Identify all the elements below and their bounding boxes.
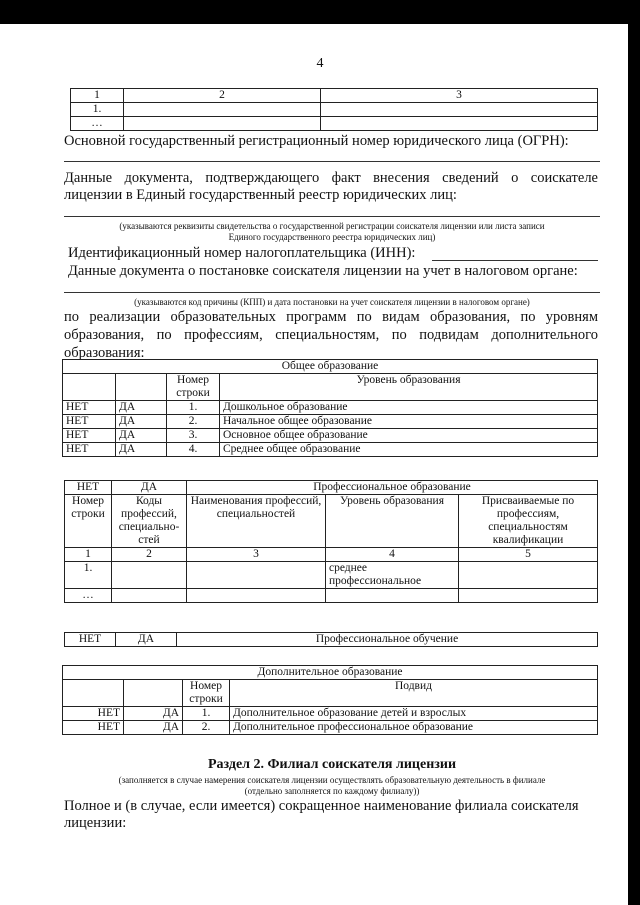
scan-top-border: [0, 0, 640, 24]
table-cell: [321, 117, 598, 131]
document-note-2: Единого государственного реестра юридических лиц): [228, 232, 436, 242]
document-text: Данные документа, подтверждающего факт внесения сведений о соискателе лицензии в Единый государственный реестр юридических лиц:: [64, 170, 598, 203]
table-header-cell: 2: [124, 89, 321, 103]
col-header: Присваиваемые по профессиям, специальностям квалификации: [459, 495, 598, 548]
table-row: [65, 633, 598, 647]
programs-text: по реализации образовательных программ по видам образования, по уровням образования, по профессиям, специальностям, по подвидам дополнительного образования:: [64, 309, 598, 361]
table-cell: [187, 589, 326, 603]
col-header: Наименования профессий, специальностей: [187, 495, 326, 548]
table-cell: [326, 589, 459, 603]
col-row-number: Номер строки: [183, 680, 230, 707]
table-cell: [124, 117, 321, 131]
yes-checkbox[interactable]: ДА: [116, 633, 177, 647]
col-number: 3: [187, 548, 326, 562]
level-name: Основное общее образование: [220, 429, 598, 443]
branch-name-label: Полное и (в случае, если имеется) сокращенное наименование филиала соискателя лицензии:: [64, 798, 579, 831]
table-header-cell: 1: [71, 89, 124, 103]
professional-training-title: Профессиональное обучение: [177, 633, 598, 647]
section2-title: Раздел 2. Филиал соискателя лицензии: [207, 757, 457, 772]
row-number: 1.: [167, 401, 220, 415]
section2-note-1: (заполняется в случае намерения соискателя лицензии осуществлять образовательную деятельность в филиале: [118, 775, 546, 785]
tax-label: Данные документа о постановке соискателя лицензии на учет в налоговом органе:: [68, 263, 578, 279]
row-number: 3.: [167, 429, 220, 443]
table-cell: …: [71, 117, 124, 131]
subtype-name: Дополнительное образование детей и взрослых: [230, 707, 598, 721]
tax-line: [64, 292, 600, 293]
col-header: Коды профессий, специально-стей: [112, 495, 187, 548]
table-cell: 1.: [71, 103, 124, 117]
level-name: среднее профессиональное: [326, 562, 459, 589]
table-cell: [459, 562, 598, 589]
general-education-table: [62, 359, 598, 457]
table-cell: [124, 680, 183, 707]
section2-note-2: (отдельно заполняется по каждому филиалу)): [244, 786, 420, 796]
col-number: 1: [65, 548, 112, 562]
subtype-name: Дополнительное профессиональное образование: [230, 721, 598, 735]
table-row: [63, 680, 598, 707]
table-row: [65, 589, 598, 603]
no-checkbox[interactable]: НЕТ: [63, 429, 116, 443]
table-row: [71, 89, 598, 103]
table-row: [63, 707, 598, 721]
row-number: 1.: [183, 707, 230, 721]
inn-line: [432, 260, 598, 261]
table-row: [63, 374, 598, 401]
row-number: 4.: [167, 443, 220, 457]
page-number: 4: [316, 56, 324, 71]
row-number: 2.: [183, 721, 230, 735]
table-row: [63, 721, 598, 735]
no-checkbox[interactable]: НЕТ: [63, 707, 124, 721]
table-row: [65, 548, 598, 562]
no-checkbox[interactable]: НЕТ: [65, 633, 116, 647]
document-note-1: (указываются реквизиты свидетельства о государственной регистрации соискателя лицензии или листа записи: [119, 221, 545, 231]
yes-checkbox[interactable]: ДА: [116, 429, 167, 443]
professional-training-table: [64, 632, 598, 647]
table-row: [65, 481, 598, 495]
col-level: Уровень образования: [220, 374, 598, 401]
col-row-number: Номер строки: [167, 374, 220, 401]
tax-note: (указываются код причины (КПП) и дата постановки на учет соискателя лицензии в налоговом органе): [134, 297, 530, 307]
no-checkbox[interactable]: НЕТ: [63, 415, 116, 429]
yes-checkbox[interactable]: ДА: [124, 721, 183, 735]
row-number: 2.: [167, 415, 220, 429]
table-row: [63, 401, 598, 415]
no-checkbox[interactable]: НЕТ: [63, 721, 124, 735]
table-cell: [459, 589, 598, 603]
no-checkbox[interactable]: НЕТ: [63, 401, 116, 415]
row-number: …: [65, 589, 112, 603]
col-header: Уровень образования: [326, 495, 459, 548]
col-number: 2: [112, 548, 187, 562]
scan-right-border: [628, 0, 640, 905]
yes-checkbox[interactable]: ДА: [112, 481, 187, 495]
table-row: [65, 495, 598, 548]
table-cell: [124, 103, 321, 117]
table-row: [63, 415, 598, 429]
table-cell: [112, 562, 187, 589]
ogrn-line: [64, 161, 600, 162]
col-number: 4: [326, 548, 459, 562]
table-row: [65, 562, 598, 589]
table-row: [63, 443, 598, 457]
yes-checkbox[interactable]: ДА: [116, 401, 167, 415]
no-checkbox[interactable]: НЕТ: [63, 443, 116, 457]
table-cell: [321, 103, 598, 117]
table-row: [63, 360, 598, 374]
additional-education-title: Дополнительное образование: [63, 666, 598, 680]
table-cell: [116, 374, 167, 401]
additional-education-table: [62, 665, 598, 735]
top-table: [70, 88, 598, 131]
level-name: Среднее общее образование: [220, 443, 598, 457]
table-row: [71, 117, 598, 131]
level-name: Начальное общее образование: [220, 415, 598, 429]
yes-checkbox[interactable]: ДА: [124, 707, 183, 721]
level-name: Дошкольное образование: [220, 401, 598, 415]
inn-label: Идентификационный номер налогоплательщика (ИНН):: [68, 245, 416, 261]
document-line: [64, 216, 600, 217]
yes-checkbox[interactable]: ДА: [116, 415, 167, 429]
row-number: 1.: [65, 562, 112, 589]
col-subtype: Подвид: [230, 680, 598, 707]
table-row: [63, 666, 598, 680]
table-cell: [187, 562, 326, 589]
no-checkbox[interactable]: НЕТ: [65, 481, 112, 495]
table-header-cell: 3: [321, 89, 598, 103]
col-number: 5: [459, 548, 598, 562]
professional-education-title: Профессиональное образование: [187, 481, 598, 495]
general-education-title: Общее образование: [63, 360, 598, 374]
yes-checkbox[interactable]: ДА: [116, 443, 167, 457]
table-cell: [63, 374, 116, 401]
col-header: Номер строки: [65, 495, 112, 548]
table-cell: [63, 680, 124, 707]
table-cell: [112, 589, 187, 603]
table-row: [71, 103, 598, 117]
professional-education-table: [64, 480, 598, 603]
table-row: [63, 429, 598, 443]
ogrn-label: Основной государственный регистрационный номер юридического лица (ОГРН):: [64, 133, 569, 149]
